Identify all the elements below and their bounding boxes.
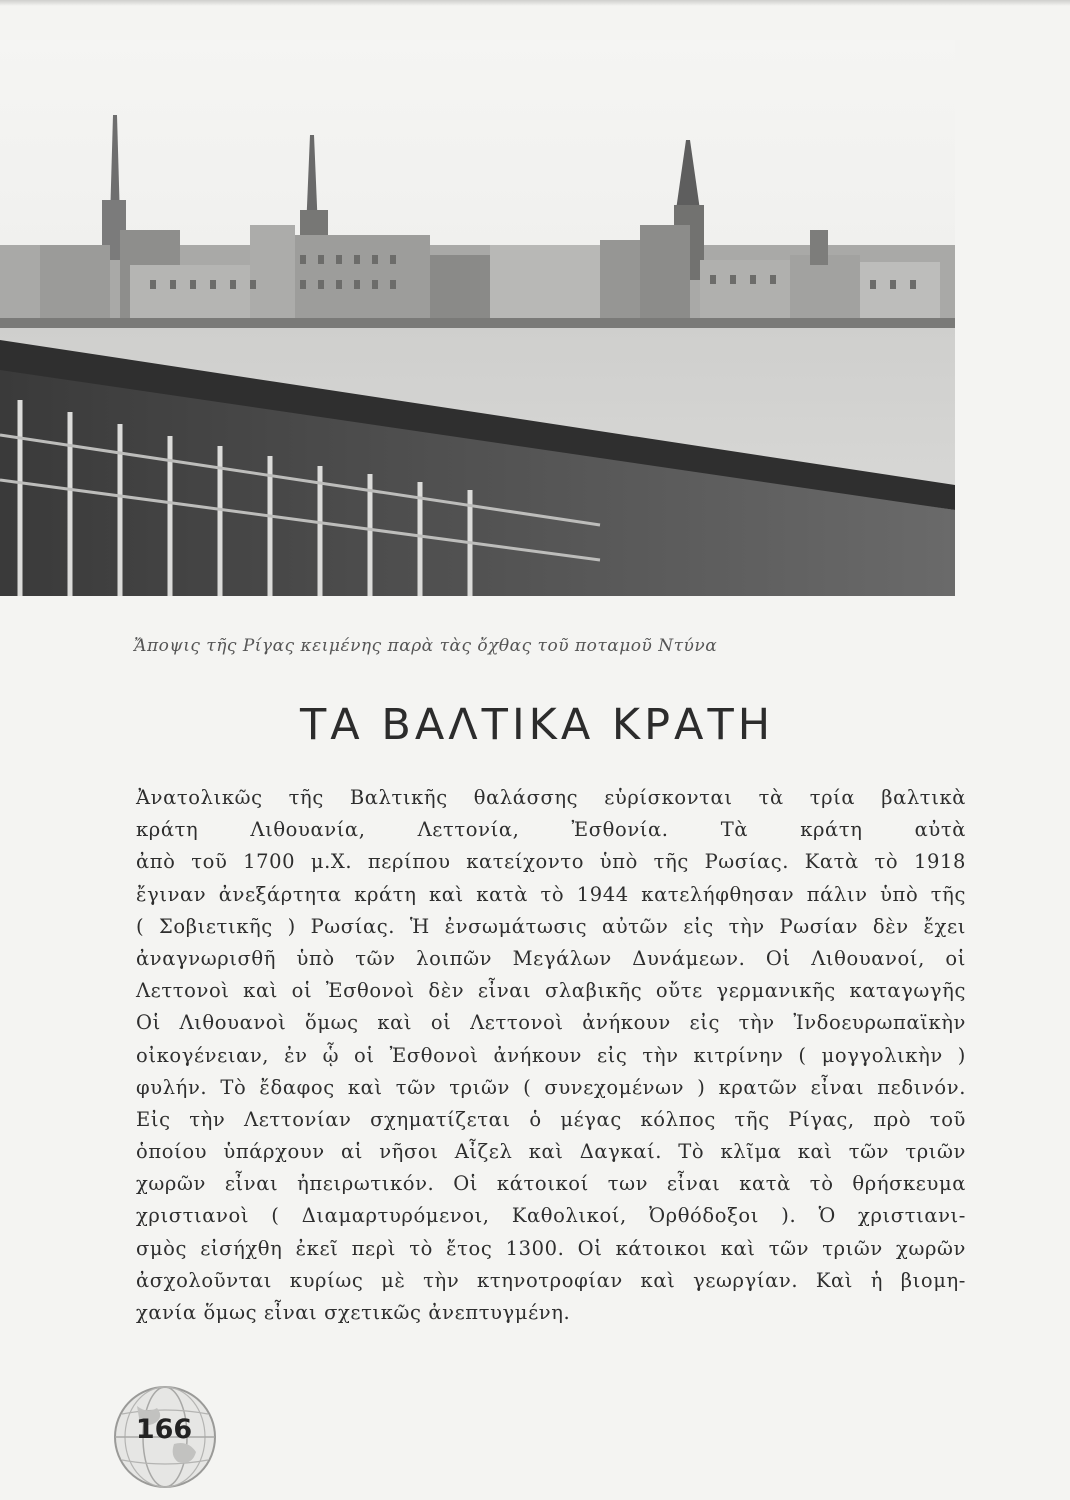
body-line: ἀναγνωρισθῆ ὑπὸ τῶν λοιπῶν Μεγάλων Δυνάμεων. Οἱ Λιθουανοί, οἱ bbox=[136, 946, 966, 970]
body-line: κράτη Λιθουανία, Λεττονία, Ἐσθονία. Τὰ κράτη αὐτὰ bbox=[136, 818, 966, 842]
body-line: Εἰς τὴν Λεττονίαν σχηματίζεται ὁ μέγας κόλπος τῆς Ρίγας, πρὸ τοῦ bbox=[136, 1107, 966, 1131]
top-edge-shadow bbox=[0, 0, 1070, 6]
body-line: οἰκογένειαν, ἐν ᾧ οἱ Ἐσθονοὶ ἀνήκουν εἰς τὴν κιτρίνην ( μογγολικὴν ) bbox=[136, 1043, 966, 1067]
body-line: φυλήν. Τὸ ἔδαφος καὶ τῶν τριῶν ( συνεχομένων ) κρατῶν εἶναι πεδινόν. bbox=[136, 1075, 966, 1099]
body-line: χανία ὅμως εἶναι σχετικῶς ἀνεπτυγμένη. bbox=[136, 1301, 571, 1324]
body-line: χωρῶν εἶναι ἠπειρωτικόν. Οἱ κάτοικοί των εἶναι κατὰ τὸ θρήσκευμα bbox=[136, 1172, 966, 1196]
riga-photo bbox=[0, 40, 955, 596]
body-line: ( Σοβιετικῆς ) Ρωσίας. Ἡ ἐνσωμάτωσις αὐτῶν εἰς τὴν Ρωσίαν δὲν ἔχει bbox=[136, 914, 966, 938]
body-line: Οἱ Λιθουανοὶ ὅμως καὶ οἱ Λεττονοὶ ἀνήκουν εἰς τὴν Ἰνδοευρωπαϊκὴν bbox=[136, 1011, 966, 1035]
body-line: σμὸς εἰσήχθη ἐκεῖ περὶ τὸ ἔτος 1300. Οἱ κάτοικοι καὶ τῶν τριῶν χωρῶν bbox=[136, 1236, 966, 1260]
body-paragraph bbox=[136, 782, 966, 1329]
body-line: Λεττονοὶ καὶ οἱ Ἐσθονοὶ δὲν εἶναι σλαβικῆς οὔτε γερμανικῆς καταγωγῆς bbox=[136, 979, 966, 1003]
chapter-title: ΤΑ ΒΑΛΤΙΚΑ ΚΡΑΤΗ bbox=[300, 700, 775, 750]
body-line: χριστιανοὶ ( Διαμαρτυρόμενοι, Καθολικοί, Ὀρθόδοξοι ). Ὁ χριστιανι- bbox=[136, 1204, 966, 1228]
body-line: ἀσχολοῦνται κυρίως μὲ τὴν κτηνοτροφίαν καὶ γεωργίαν. Καὶ ἡ βιομη- bbox=[136, 1268, 966, 1292]
body-line: ἔγιναν ἀνεξάρτητα κράτη καὶ κατὰ τὸ 1944 κατελήφθησαν πάλιν ὑπὸ τῆς bbox=[136, 882, 966, 906]
body-line: ἀπὸ τοῦ 1700 μ.Χ. περίπου κατείχοντο ὑπὸ τῆς Ρωσίας. Κατὰ τὸ 1918 bbox=[136, 850, 966, 874]
photo-caption: Ἄποψις τῆς Ρίγας κειμένης παρὰ τὰς ὄχθας τοῦ ποταμοῦ Ντύνα bbox=[134, 636, 718, 656]
page-number: 166 bbox=[135, 1414, 193, 1445]
body-line: Ἀνατολικῶς τῆς Βαλτικῆς θαλάσσης εὑρίσκονται τὰ τρία βαλτικὰ bbox=[136, 786, 966, 809]
body-line: ὁποίου ὑπάρχουν αἱ νῆσοι Αἶζελ καὶ Δαγκαί. Τὸ κλῖμα καὶ τῶν τριῶν bbox=[136, 1140, 966, 1164]
